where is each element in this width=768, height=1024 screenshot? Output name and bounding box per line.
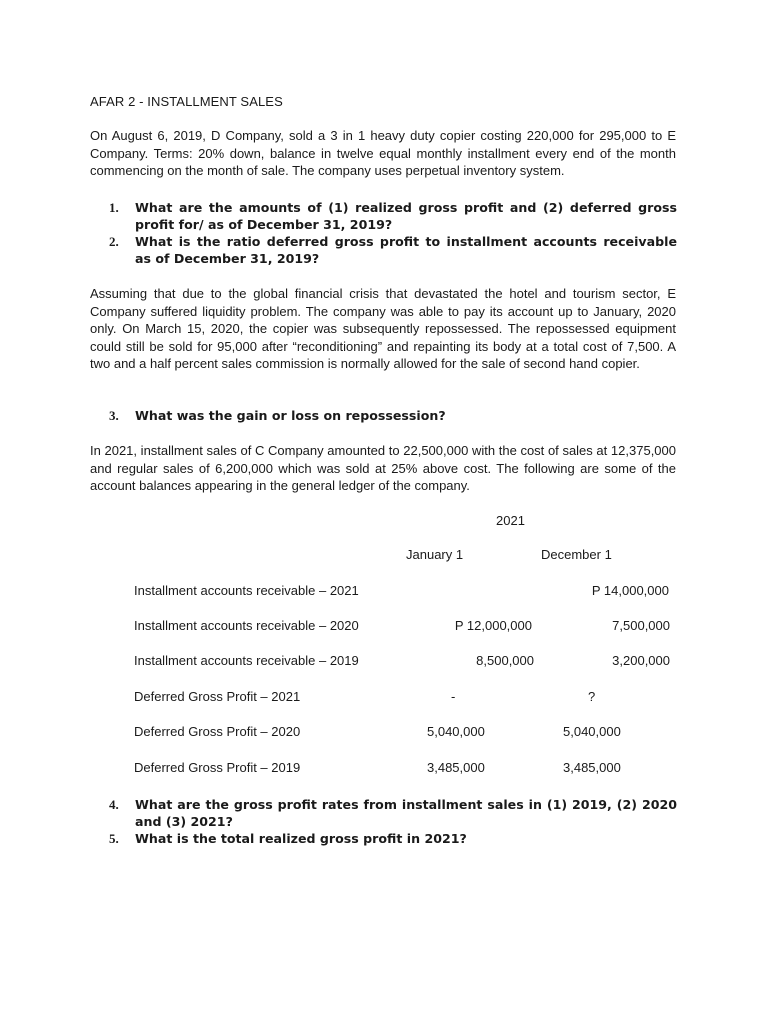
row-december-value: 3,200,000 <box>612 653 670 668</box>
question-5 <box>109 830 677 847</box>
row-label: Deferred Gross Profit – 2021 <box>134 689 301 704</box>
question-text: What was the gain or loss on repossession? <box>135 408 446 423</box>
row-january-value: 8,500,000 <box>476 653 534 668</box>
row-december-value: 3,485,000 <box>563 760 621 775</box>
question-number: 5. <box>109 831 119 846</box>
row-label: Installment accounts receivable – 2020 <box>134 618 359 633</box>
row-january-value: 5,040,000 <box>427 724 485 739</box>
row-december-value: 7,500,000 <box>612 618 670 633</box>
question-2 <box>109 233 677 267</box>
question-text: What are the gross profit rates from installment sales in (1) 2019, (2) 2020 and (3) 2021? <box>135 797 677 829</box>
row-label: Installment accounts receivable – 2021 <box>134 583 359 598</box>
question-1 <box>109 199 677 233</box>
question-text: What is the ratio deferred gross profit to installment accounts receivable as of December 31, 2019? <box>135 234 677 266</box>
paragraph-c-company: In 2021, installment sales of C Company amounted to 22,500,000 with the cost of sales at 12,375,000 and regular sales of 6,200,000 which was sold at 25% above cost. The following are some of the account balances appearing in the general ledger of the company. <box>90 443 676 493</box>
question-3 <box>109 407 677 424</box>
row-label: Deferred Gross Profit – 2020 <box>134 724 301 739</box>
row-december-value: P 14,000,000 <box>591 583 669 598</box>
row-label: Installment accounts receivable – 2019 <box>134 653 359 668</box>
question-number: 3. <box>109 408 119 423</box>
question-number: 2. <box>109 234 119 249</box>
question-number: 4. <box>109 797 119 812</box>
row-december-value: ? <box>588 689 596 704</box>
paragraph-sale-terms: On August 6, 2019, D Company, sold a 3 in 1 heavy duty copier costing 220,000 for 295,000 to E Company. Terms: 20% down, balance in twelve equal monthly installment every end of the month commencing on the month of sale. The company uses perpetual inventory system. <box>90 128 676 178</box>
question-text: What are the amounts of (1) realized gross profit and (2) deferred gross profit for/ as of December 31, 2019? <box>135 200 677 232</box>
table-column-january: January 1 <box>406 547 464 562</box>
row-label: Deferred Gross Profit – 2019 <box>134 760 301 775</box>
document-title: AFAR 2 - INSTALLMENT SALES <box>90 94 283 109</box>
row-january-value: P 12,000,000 <box>454 618 532 633</box>
table-year-header: 2021 <box>496 513 525 528</box>
question-number: 1. <box>109 200 119 215</box>
table-column-december: December 1 <box>541 547 612 562</box>
paragraph-repossession: Assuming that due to the global financial crisis that devastated the hotel and tourism sector, E Company suffered liquidity problem. The company was able to pay its account up to January, 2020 only. On March 15, 2020, the copier was subsequently repossessed. The repossessed equipment could still be sold for 95,000 after “reconditioning” and repainting its body at a total cost of 7,500. A two and a half percent sales commission is normally allowed for the sale of second hand copier. <box>90 286 676 371</box>
row-december-value: 5,040,000 <box>563 724 621 739</box>
row-january-value: - <box>451 689 456 704</box>
question-text: What is the total realized gross profit in 2021? <box>135 831 467 846</box>
row-january-value: 3,485,000 <box>427 760 485 775</box>
question-4 <box>109 796 677 830</box>
